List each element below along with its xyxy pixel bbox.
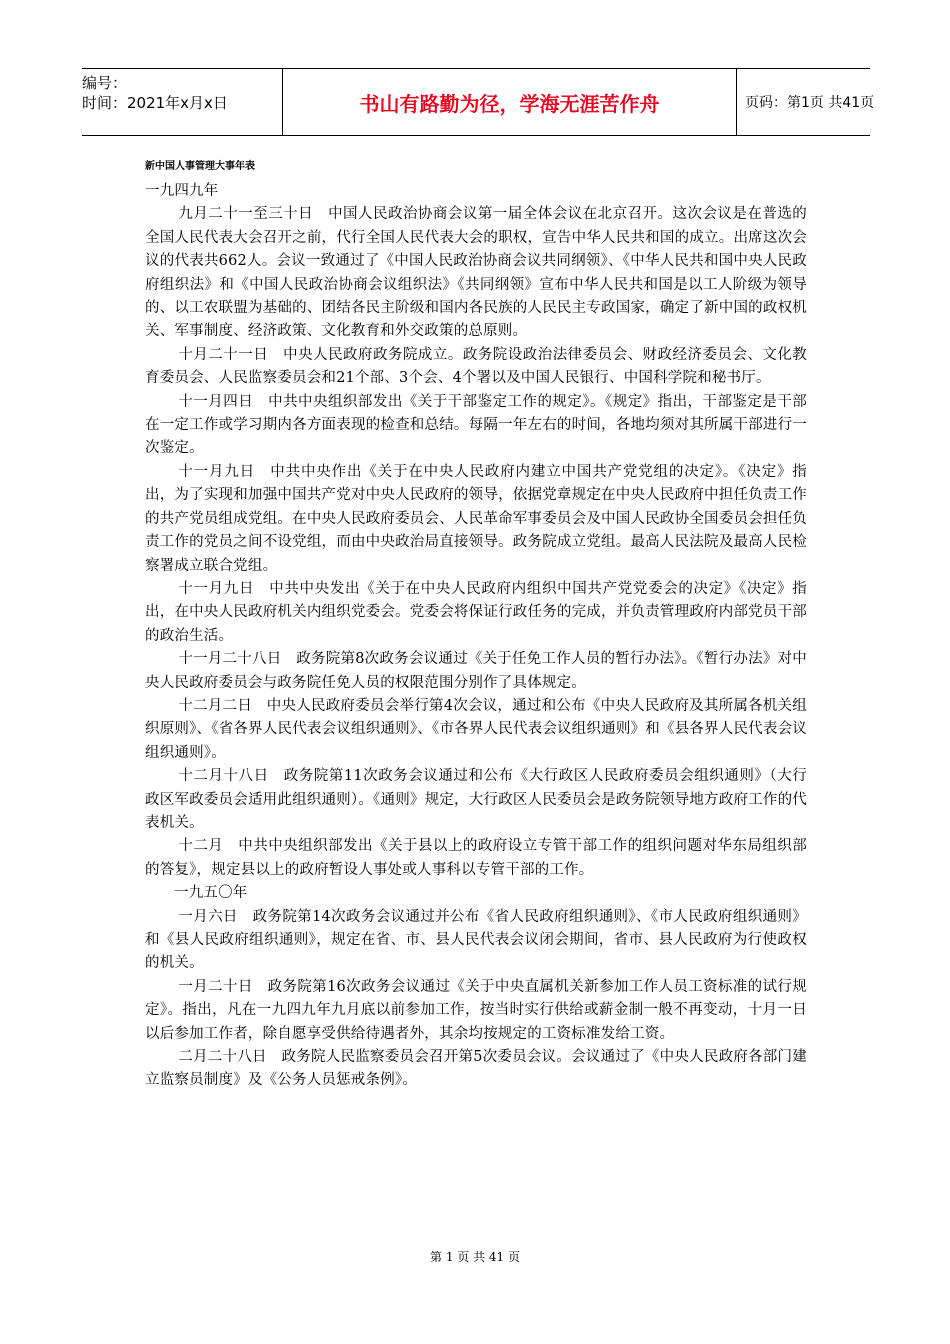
paragraph: 十一月九日 中共中央作出《关于在中央人民政府内建立中国共产党党组的决定》。《决定》指出，为了实现和加强中国共产党对中央人民政府的领导，依据党章规定在中央人民政府中担任负责工作的共产党员组成党组。在中央人民政府委员会、人民革命军事委员会及中国人民政协全国委员会担任负责工作的党员之间不设党组，而由中央政治局直接领导。政务院成立党组。最高人民法院及最高人民检察署成立联合党组。 — [145, 463, 807, 574]
paragraph: 九月二十一至三十日 中国人民政治协商会议第一届全体会议在北京召开。这次会议是在普选的全国人民代表大会召开之前，代行全国人民代表大会的职权，宣告中华人民共和国的成立。出席这次会议的代表共662人。会议一致通过了《中国人民政治协商会议共同纲领》、《中华人民共和国中央人民政府组织法》和《中国人民政治协商会议组织法》《共同纲领》宣布中华人民共和国是以工人阶级为领导的、以工农联盟为基础的、团结各民主阶级和国内各民族的人民民主专政国家，确定了新中国的政权机关、军事制度、经济政策、文化教育和外交政策的总原则。 — [145, 206, 807, 340]
paragraph: 十月二十一日 中央人民政府政务院成立。政务院设政治法律委员会、财政经济委员会、文化教育委员会、人民监察委员会和21个部、3个会、4个署以及中国人民银行、中国科学院和秘书厅。 — [145, 346, 807, 387]
paragraph: 二月二十八日 政务院人民监察委员会召开第5次委员会议。会议通过了《中央人民政府各部门建立监察员制度》及《公务人员惩戒条例》。 — [145, 1049, 807, 1089]
header-meta — [82, 69, 282, 135]
code-label: 编号： — [82, 74, 128, 92]
year-heading: 一九四九年 — [145, 183, 219, 199]
paragraph: 一月二十日 政务院第16次政务会议通过《关于中央直属机关新参加工作人员工资标准的试行规定》。指出，凡在一九四九年九月底以前参加工作，按当时实行供给或薪金制一般不再变动，十月一日以后参加工作者，除自愿享受供给待遇者外，其余均按规定的工资标准发给工资。 — [145, 978, 807, 1042]
motto-text: 书山有路勤为径，学海无涯苦作舟 — [359, 91, 660, 116]
paragraph: 十一月二十八日 政务院第8次政务会议通过《关于任免工作人员的暂行办法》。《暂行办法》对中央人民政府委员会与政务院任免人员的权限范围分别作了具体规定。 — [145, 651, 807, 691]
paragraph: 十一月九日 中共中央发出《关于在中央人民政府内组织中国共产党党委会的决定》《决定》指出，在中央人民政府机关内组织党委会。党委会将保证行政任务的完成，并负责管理政府内部党员干部的政治生活。 — [145, 580, 807, 644]
year-heading: 一九五〇年 — [174, 885, 248, 902]
header-motto — [282, 69, 737, 135]
paragraph: 十一月四日 中共中央组织部发出《关于干部鉴定工作的规定》。《规定》指出，干部鉴定是干部在一定工作或学习期内各方面表现的检查和总结。每隔一年左右的时间，各地均须对其所属干部进行一次鉴定。 — [145, 393, 807, 457]
paragraph: 十二月 中共中央组织部发出《关于县以上的政府设立专管干部工作的组织问题对华东局组织部的答复》，规定县以上的政府暂设人事处或人事科以专管干部的工作。 — [145, 838, 807, 878]
page-footer: 第 1 页 共 41 页 — [430, 1250, 520, 1264]
paragraph: 十二月二日 中央人民政府委员会举行第4次会议，通过和公布《中央人民政府及其所属各机关组织原则》、《省各界人民代表会议组织通则》、《市各界人民代表会议组织通则》和《县各界人民代表会议组织通则》。 — [145, 697, 807, 761]
date-label: 时间：2021年x月x日 — [82, 94, 228, 112]
document-title: 新中国人事管理大事年表 — [145, 161, 255, 172]
document-body — [145, 160, 807, 1093]
paragraph: 十二月十八日 政务院第11次政务会议通过和公布《大行政区人民政府委员会组织通则》（大行政区军政委员会适用此组织通则）。《通则》规定，大行政区人民委员会是政务院领导地方政府工作的代表机关。 — [145, 768, 807, 831]
paragraph: 一月六日 政务院第14次政务会议通过并公布《省人民政府组织通则》、《市人民政府组织通则》和《县人民政府组织通则》，规定在省、市、县人民代表会议闭会期间，省市、县人民政府为行使政权的机关。 — [145, 908, 807, 972]
page-header — [82, 68, 875, 136]
header-page-info: 页码：第1页 共41页 — [745, 95, 875, 111]
